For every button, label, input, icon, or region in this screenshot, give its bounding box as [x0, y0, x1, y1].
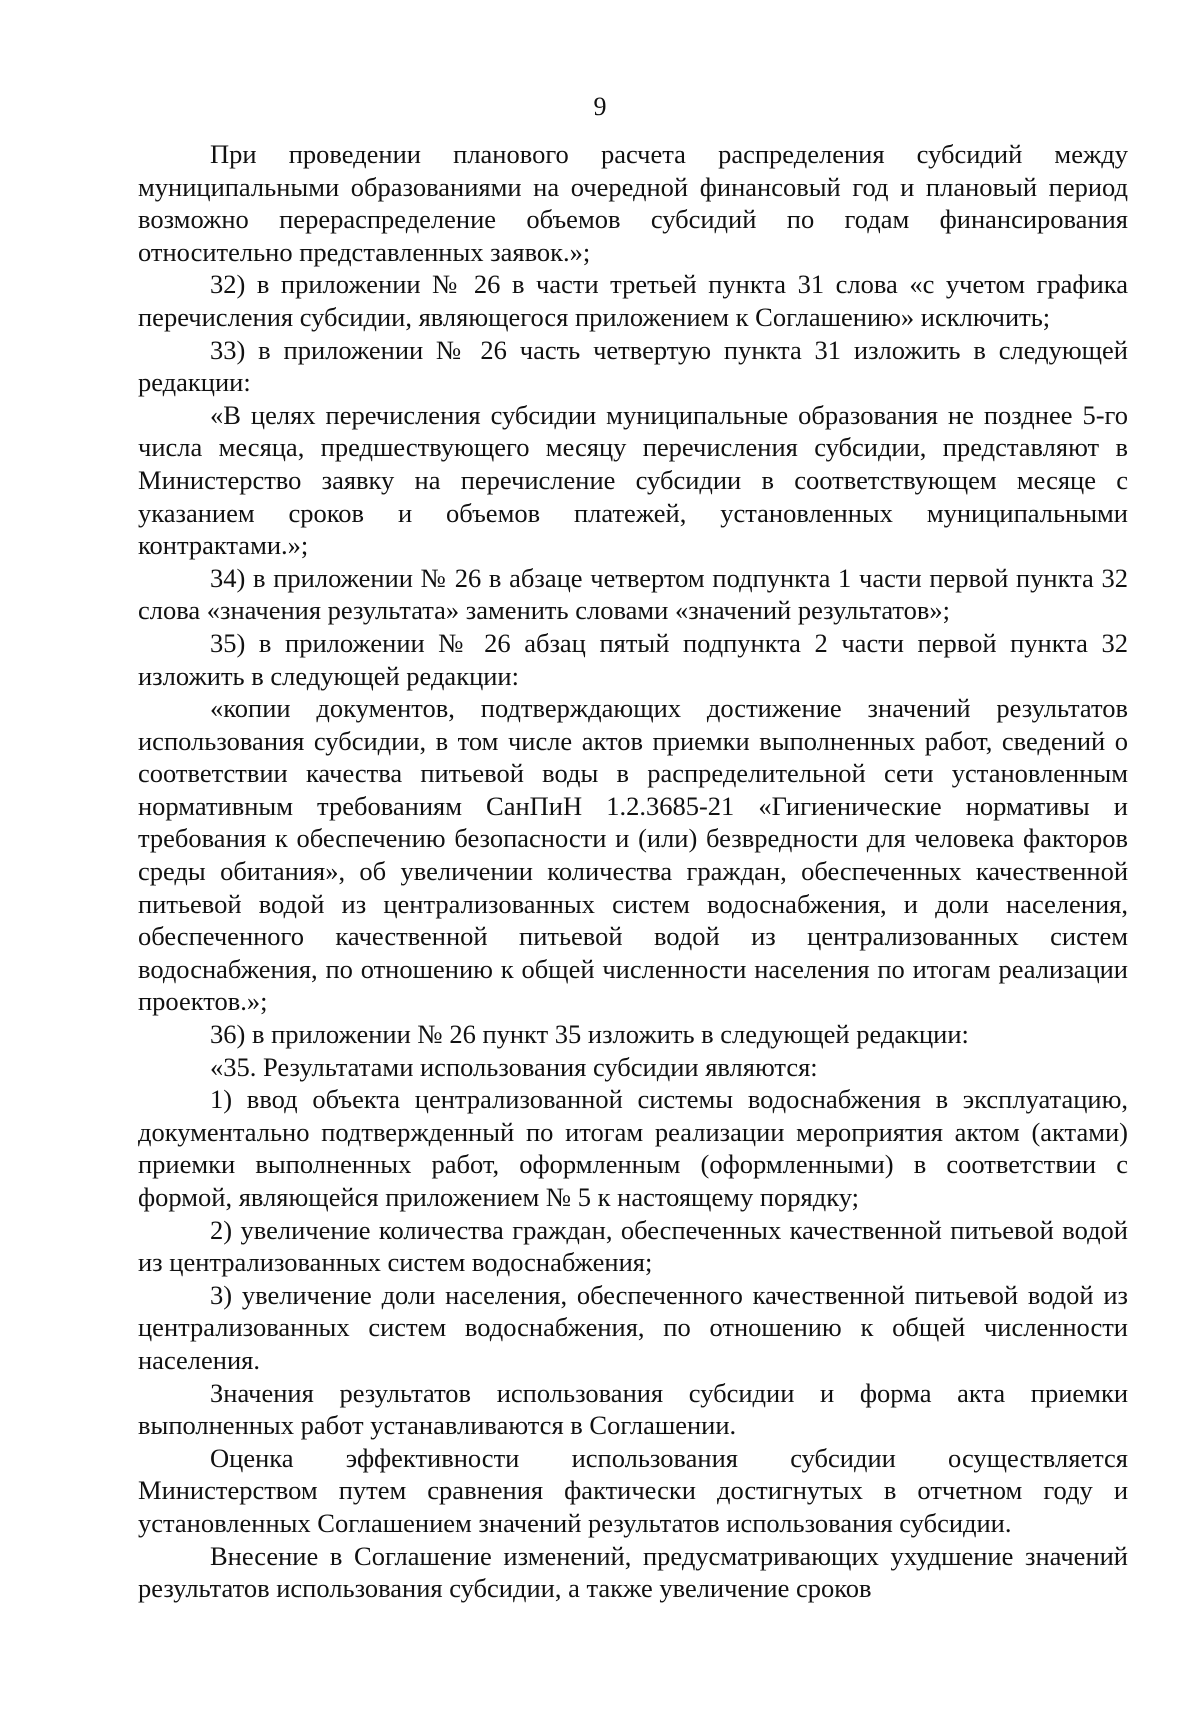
paragraph: Внесение в Соглашение изменений, предусматривающих ухудшение значений результатов использования субсидии, а также увеличение сроков	[138, 1540, 1128, 1604]
paragraph: Оценка эффективности использования субсидии осуществляется Министерством путем сравнения фактически достигнутых в отчетном году и установленных Соглашением значений результатов использования субсидии.	[138, 1442, 1128, 1538]
paragraph: 32) в приложении № 26 в части третьей пункта 31 слова «с учетом графика перечисления субсидии, являющегося приложением к Соглашению» исключить;	[138, 269, 1128, 332]
paragraph: 3) увеличение доли населения, обеспеченного качественной питьевой водой из централизованных систем водоснабжения, по отношению к общей численности населения.	[138, 1279, 1128, 1375]
paragraph: 2) увеличение количества граждан, обеспеченных качественной питьевой водой из централизованных систем водоснабжения;	[138, 1214, 1128, 1278]
paragraph: 1) ввод объекта централизованной системы водоснабжения в эксплуатацию, документально подтвержденный по итогам реализации мероприятия актом (актами) приемки выполненных работ, оформленным (оформленными) в соответствии с формой, являющейся приложением № 5 к настоящему порядку;	[138, 1084, 1128, 1212]
paragraph: 35) в приложении № 26 абзац пятый подпункта 2 части первой пункта 32 изложить в следующей редакции:	[138, 627, 1128, 691]
paragraph: «35. Результатами использования субсидии являются:	[210, 1051, 818, 1082]
paragraph: «копии документов, подтверждающих достижение значений результатов использования субсидии, в том числе актов приемки выполненных работ, сведений о соответствии качества питьевой воды в распределительной сети установленным нормативным требованиям СанПиН 1.2.3685-21 «Гигиенические нормативы и требования к обеспечению безопасности и (или) безвредности для человека факторов среды обитания», об увеличении количества граждан, обеспеченных качественной питьевой водой из централизованных систем водоснабжения, и доли населения, обеспеченного качественной питьевой водой из централизованных систем водоснабжения, по отношению к общей численности населения по итогам реализации проектов.»;	[138, 693, 1128, 1017]
paragraph: 34) в приложении № 26 в абзаце четвертом подпункта 1 части первой пункта 32 слова «значения результата» заменить словами «значений результатов»;	[138, 562, 1128, 626]
document-body	[138, 138, 1128, 1605]
page-number: 9	[593, 92, 607, 121]
paragraph: «В целях перечисления субсидии муниципальные образования не позднее 5-го числа месяца, предшествующего месяцу перечисления субсидии, представляют в Министерство заявку на перечисление субсидии в соответствующем месяце с указанием сроков и объемов платежей, установленных муниципальными контрактами.»;	[138, 399, 1128, 561]
paragraph: При проведении планового расчета распределения субсидий между муниципальными образованиями на очередной финансовый год и плановый период возможно перераспределение объемов субсидий по годам финансирования относительно представленных заявок.»;	[138, 139, 1128, 267]
paragraph: 36) в приложении № 26 пункт 35 изложить в следующей редакции:	[210, 1019, 969, 1050]
paragraph: 33) в приложении № 26 часть четвертую пункта 31 изложить в следующей редакции:	[138, 334, 1128, 398]
paragraph: Значения результатов использования субсидии и форма акта приемки выполненных работ устанавливаются в Соглашении.	[138, 1377, 1128, 1441]
